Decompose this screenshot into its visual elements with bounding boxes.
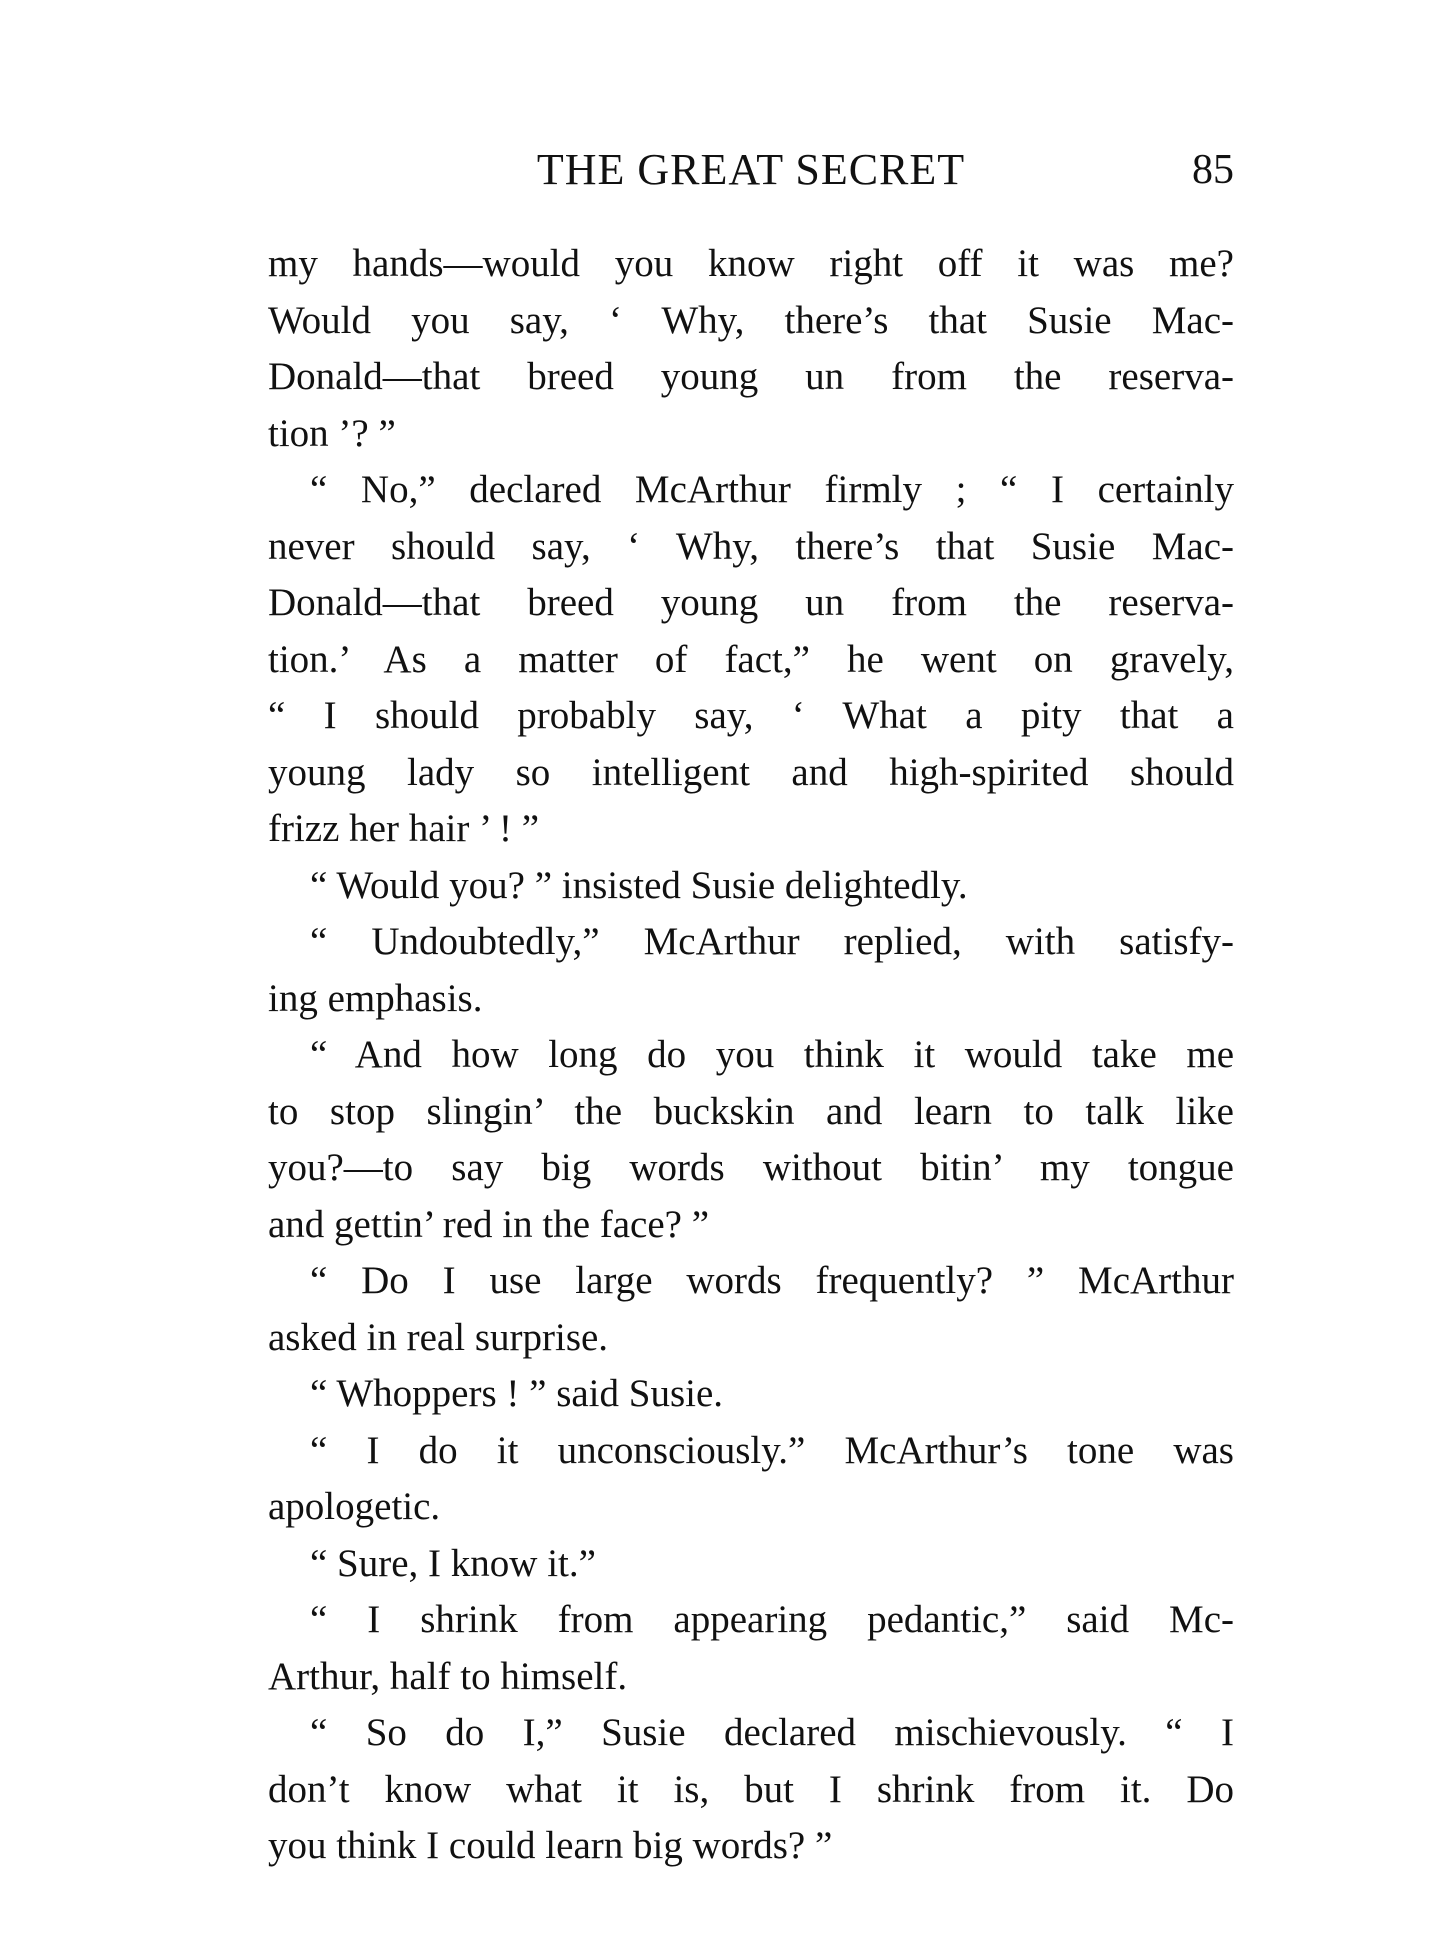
text-line: tion ’? ” [268, 411, 396, 455]
text-line: “ Undoubtedly,” McArthur replied, with satisfy- [310, 920, 1234, 963]
text-line: asked in real surprise. [268, 1315, 609, 1359]
text-line: frizz her hair ’ ! ” [268, 807, 540, 850]
text-line: Would you say, ‘ Why, there’s that Susie Mac- [268, 298, 1234, 342]
text-line: you think I could learn big words? ” [268, 1824, 833, 1867]
text-line: don’t know what it is, but I shrink from it. Do [268, 1767, 1234, 1811]
paragraph [268, 858, 1234, 915]
text-line: my hands—would you know right off it was me? [268, 242, 1234, 285]
text-line: young lady so intelligent and high-spirited should [268, 750, 1234, 794]
page-header [268, 140, 1234, 200]
text-line: to stop slingin’ the buckskin and learn to talk like [268, 1089, 1234, 1133]
paragraph [268, 1536, 1234, 1593]
text-line: apologetic. [268, 1485, 441, 1528]
text-line: tion.’ As a matter of fact,” he went on gravely, [268, 637, 1234, 681]
paragraph [268, 236, 1234, 462]
running-title: THE GREAT SECRET [536, 145, 966, 194]
text-line: “ Would you? ” insisted Susie delightedly. [310, 863, 968, 907]
paragraph [268, 1366, 1234, 1423]
text-line: “ No,” declared McArthur firmly ; “ I certainly [310, 468, 1234, 511]
text-line: “ Do I use large words frequently? ” McArthur [310, 1259, 1234, 1302]
paragraph [268, 1705, 1234, 1875]
text-line: “ I should probably say, ‘ What a pity that a [268, 694, 1234, 737]
paragraph [268, 1423, 1234, 1536]
text-line: “ Sure, I know it.” [310, 1541, 596, 1585]
text-line: ing emphasis. [268, 976, 483, 1020]
paragraph [268, 1592, 1234, 1705]
text-line: “ I shrink from appearing pedantic,” said Mc- [310, 1598, 1234, 1641]
paragraph [268, 462, 1234, 858]
text-line: Donald—that breed young un from the reserva- [268, 581, 1234, 624]
text-line: Arthur, half to himself. [268, 1654, 628, 1698]
paragraph [268, 1027, 1234, 1253]
paragraph [268, 1253, 1234, 1366]
text-line: never should say, ‘ Why, there’s that Susie Mac- [268, 524, 1234, 568]
text-line: “ So do I,” Susie declared mischievously. “ I [310, 1711, 1234, 1754]
text-line: “ I do it unconsciously.” McArthur’s tone was [310, 1428, 1234, 1472]
text-line: “ Whoppers ! ” said Susie. [310, 1372, 724, 1415]
page-number: 85 [1192, 147, 1234, 193]
text-line: Donald—that breed young un from the reserva- [268, 355, 1234, 398]
body-text [268, 236, 1234, 1875]
text-line: you?—to say big words without bitin’ my tongue [268, 1146, 1234, 1189]
text-line: “ And how long do you think it would take me [310, 1033, 1234, 1076]
paragraph [268, 914, 1234, 1027]
text-line: and gettin’ red in the face? ” [268, 1202, 710, 1246]
